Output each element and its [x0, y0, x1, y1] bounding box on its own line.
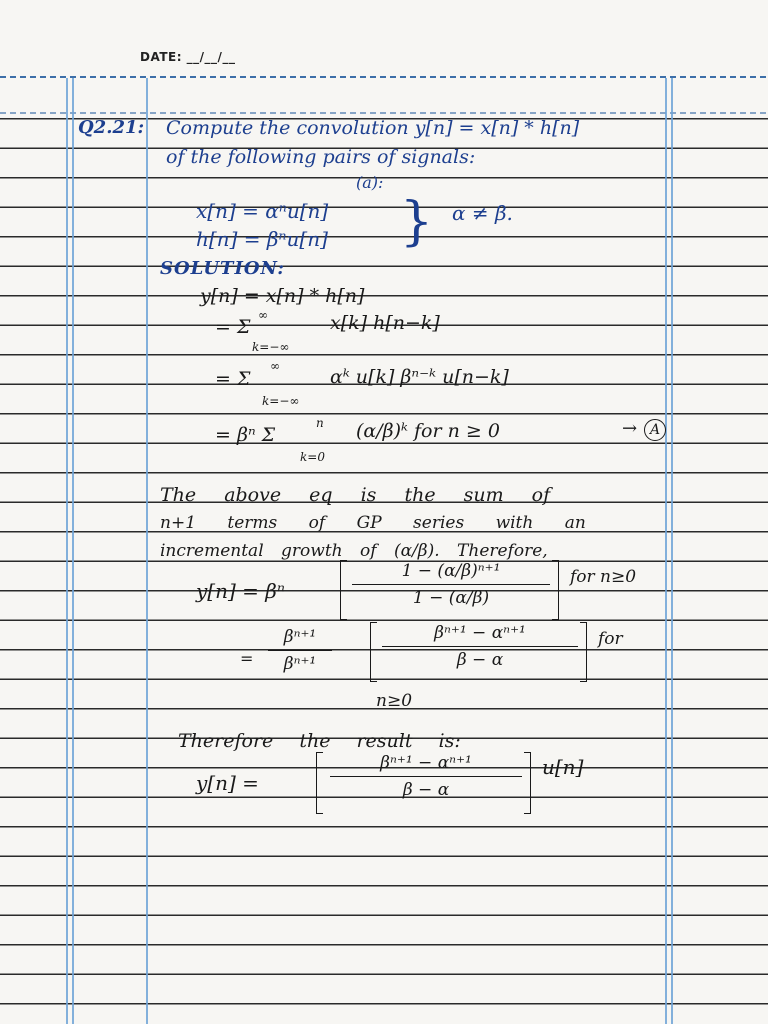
question-line-1: Compute the convolution y[n] = x[n] * h[n] — [166, 117, 580, 139]
question-line-2: of the following pairs of signals: — [166, 146, 476, 168]
definition-brace: } — [400, 192, 434, 252]
right-margin-line-2 — [671, 78, 673, 1024]
second-dashed-rule — [0, 112, 768, 114]
eq6-outer-bar — [268, 650, 332, 651]
eq6-condition: for — [598, 629, 623, 649]
h-definition: h[n] = βⁿu[n] — [196, 227, 328, 251]
step-4-arrow: → — [622, 418, 638, 439]
result-left-bracket — [316, 752, 323, 814]
condition: α ≠ β. — [452, 201, 513, 225]
step-3-sigma: = Σ — [215, 368, 251, 390]
result-denominator: β − α — [402, 780, 450, 800]
paragraph-line-3: incremental growth of (α/β). Therefore, — [160, 541, 548, 561]
step-1: y[n] = x[n] * h[n] — [200, 285, 365, 307]
result-fraction — [330, 752, 522, 801]
result-intro: Therefore the result is: — [178, 730, 461, 752]
eq6-outer-fraction — [268, 626, 332, 675]
top-dashed-rule — [0, 76, 768, 78]
step-2-upper: ∞ — [258, 308, 268, 322]
result-right-bracket — [524, 752, 531, 814]
eq6-left-bracket — [370, 622, 377, 682]
left-margin-line — [66, 78, 68, 1024]
step-4-upper: n — [316, 416, 324, 430]
part-label: (a): — [356, 173, 384, 192]
eq5-left-bracket — [340, 560, 347, 620]
step-3-lower: k=−∞ — [262, 394, 300, 408]
x-definition: x[n] = αⁿu[n] — [196, 199, 329, 223]
date-label: DATE: __/__/__ — [140, 50, 236, 64]
eq6-outer-numerator: βⁿ⁺¹ — [283, 627, 317, 647]
question-number: Q2.21: — [78, 117, 145, 138]
step-4-sigma: = βⁿ Σ — [215, 424, 276, 446]
result-tail: u[n] — [542, 755, 584, 779]
result-fraction-bar — [330, 776, 522, 777]
step-3-upper: ∞ — [270, 359, 280, 373]
eq6-fraction — [382, 622, 578, 671]
eq6-condition-2: n≥0 — [376, 691, 413, 711]
eq5-condition: for n≥0 — [570, 567, 637, 587]
step-3-body: αᵏ u[k] βⁿ⁻ᵏ u[n−k] — [330, 366, 509, 388]
inner-margin-line — [146, 78, 148, 1024]
eq6-denominator: β − α — [456, 650, 504, 670]
left-margin-line-2 — [72, 78, 74, 1024]
eq5-right-bracket — [552, 560, 559, 620]
step-4-lower: k=0 — [300, 450, 325, 464]
step-2-body: x[k] h[n−k] — [330, 312, 440, 334]
step-2-sigma: = Σ — [215, 316, 251, 338]
eq5-fraction-bar — [352, 584, 550, 585]
eq5-numerator: 1 − (α/β)ⁿ⁺¹ — [401, 561, 501, 581]
eq5-denominator: 1 − (α/β) — [412, 588, 490, 608]
result-lhs: y[n] = — [196, 771, 259, 795]
page-top-margin — [0, 0, 768, 88]
right-margin-line — [665, 78, 667, 1024]
paragraph-line-1: The above eq is the sum of — [160, 484, 551, 506]
equation-tag: A — [644, 418, 666, 441]
eq6-right-bracket — [580, 622, 587, 682]
step-4-body: (α/β)ᵏ for n ≥ 0 — [356, 420, 500, 442]
eq5-lhs: y[n] = βⁿ — [196, 579, 285, 603]
eq6-equals: = — [240, 649, 254, 668]
paragraph-line-2: n+1 terms of GP series with an — [160, 513, 586, 533]
eq6-numerator: βⁿ⁺¹ − αⁿ⁺¹ — [434, 623, 526, 643]
step-2-lower: k=−∞ — [252, 340, 290, 354]
eq6-outer-denominator: βⁿ⁺¹ — [283, 654, 317, 674]
eq6-fraction-bar — [382, 646, 578, 647]
eq5-fraction — [352, 560, 550, 609]
result-numerator: βⁿ⁺¹ − αⁿ⁺¹ — [380, 753, 472, 773]
solution-heading: SOLUTION: — [160, 258, 285, 279]
